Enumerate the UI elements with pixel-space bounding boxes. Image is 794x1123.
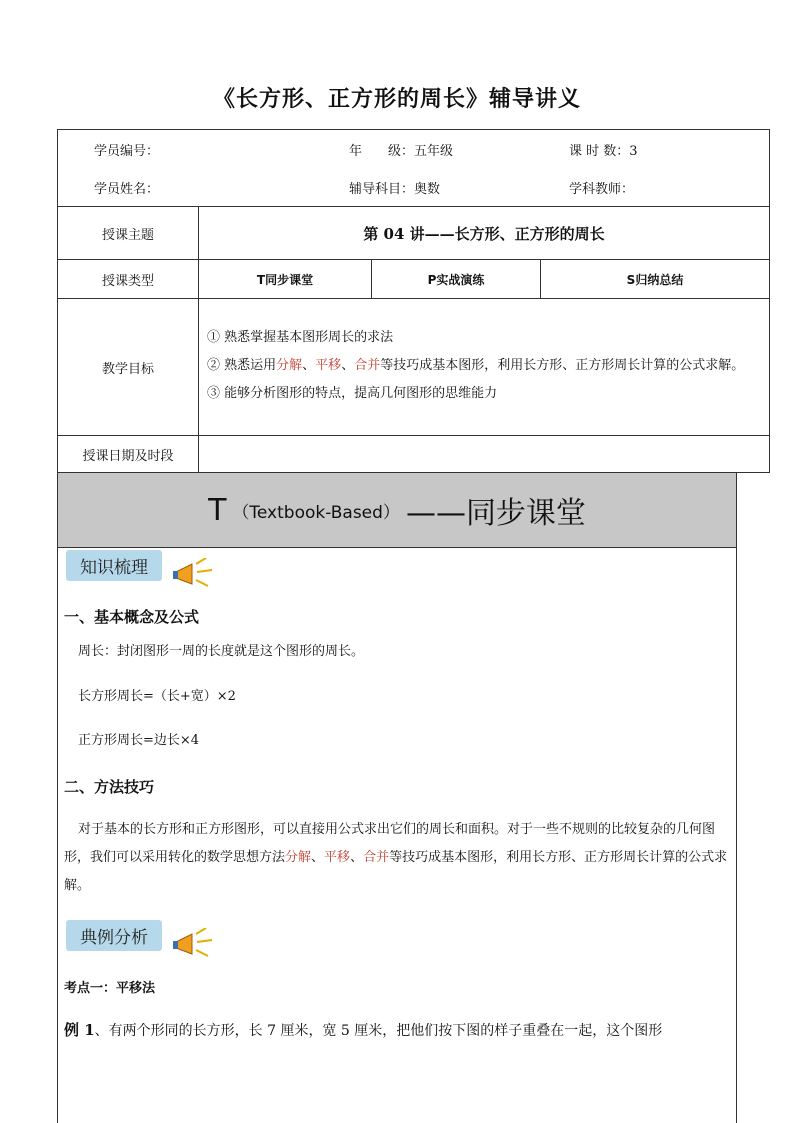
example-tag: 典例分析 xyxy=(66,920,162,951)
goals-content xyxy=(199,299,770,436)
topic-row xyxy=(58,207,770,260)
lesson-content xyxy=(57,548,737,1123)
type-row xyxy=(58,260,770,299)
point-one: 考点一：平移法 xyxy=(64,981,156,996)
info-row-1 xyxy=(58,130,770,169)
knowledge-tag: 知识梳理 xyxy=(66,550,162,581)
document-title: 《长方形、正方形的周长》辅导讲义 xyxy=(212,86,581,112)
student-id-label: 学员编号： xyxy=(94,143,160,159)
square-formula: 正方形周长=边长×4 xyxy=(78,733,200,748)
goal-1: ① 熟悉掌握基本图形周长的求法 xyxy=(207,330,394,345)
goal-3: ③ 能够分析图形的特点，提高几何图形的思维能力 xyxy=(207,386,498,401)
type-p: P实战演练 xyxy=(372,260,541,299)
topic-value: 第 04 讲——长方形、正方形的周长 xyxy=(199,207,770,260)
subject-label: 辅导科目：奥数 xyxy=(349,181,441,197)
goals-row xyxy=(58,299,770,436)
date-row xyxy=(58,436,770,473)
rectangle-formula: 长方形周长=（长+宽）×2 xyxy=(78,689,236,704)
student-name-label: 学员姓名： xyxy=(94,181,160,197)
perimeter-definition: 周长：封闭图形一周的长度就是这个图形的周长。 xyxy=(78,644,365,659)
date-label: 授课日期及时段 xyxy=(58,436,199,473)
banner-english: （Textbook-Based） xyxy=(232,502,400,523)
class-hours-label: 课 时 数：3 xyxy=(569,143,638,159)
teacher-label: 学科教师： xyxy=(569,181,635,197)
banner-letter: T xyxy=(208,492,227,528)
goal-2: ② 熟悉运用分解、平移、合并等技巧成基本图形，利用长方形、正方形周长计算的公式求解。 xyxy=(207,358,745,373)
goals-label: 教学目标 xyxy=(58,299,199,436)
methods-paragraph: 对于基本的长方形和正方形图形，可以直接用公式求出它们的周长和面积。对于一些不规则的比较复杂的几何图形，我们可以采用转化的数学思想方法分解、平移、合并等技巧成基本图形，利用长方形、正方形周长计算的公式求解。 xyxy=(64,822,728,893)
info-row-2 xyxy=(58,168,770,207)
topic-label: 授课主题 xyxy=(58,207,199,260)
megaphone-icon-2 xyxy=(172,928,216,960)
date-value xyxy=(199,436,770,473)
heading-concepts: 一、基本概念及公式 xyxy=(64,608,200,626)
section-banner xyxy=(57,473,737,548)
example-1: 例 1、有两个形同的长方形，长 7 厘米，宽 5 厘米，把他们按下图的样子重叠在一起，这个图形 xyxy=(64,1021,663,1039)
banner-chinese: ——同步课堂 xyxy=(405,496,586,531)
heading-methods: 二、方法技巧 xyxy=(64,778,155,796)
type-s: S归纳总结 xyxy=(541,260,770,299)
type-label: 授课类型 xyxy=(58,260,199,299)
megaphone-icon xyxy=(172,558,216,590)
grade-label: 年 级：五年级 xyxy=(349,143,454,159)
type-t: T同步课堂 xyxy=(199,260,372,299)
lesson-info-table xyxy=(57,129,770,473)
